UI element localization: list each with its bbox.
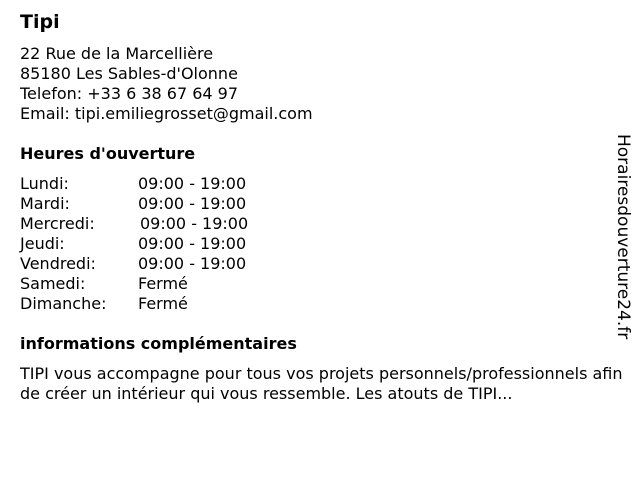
day-hours: 09:00 - 19:00 — [138, 234, 247, 253]
phone-number: Telefon: +33 6 38 67 64 97 — [20, 84, 239, 103]
day-label: Mardi: — [20, 194, 70, 213]
day-hours: 09:00 - 19:00 — [140, 214, 249, 233]
day-label: Lundi: — [20, 174, 69, 193]
day-label: Samedi: — [20, 274, 86, 293]
address-city: 85180 Les Sables-d'Olonne — [20, 64, 238, 83]
day-hours: Fermé — [138, 274, 188, 293]
email-address: Email: tipi.emiliegrosset@gmail.com — [20, 104, 313, 123]
address-street: 22 Rue de la Marcellière — [20, 44, 214, 63]
business-description: TIPI vous accompagne pour tous vos projets personnels/professionnels afin de créer un intérieur qui vous ressemble. Les atouts de TIPI... — [20, 364, 623, 403]
day-label: Jeudi: — [20, 234, 65, 253]
day-hours: 09:00 - 19:00 — [138, 174, 247, 193]
additional-info-heading: informations complémentaires — [20, 334, 297, 353]
day-hours: 09:00 - 19:00 — [138, 194, 247, 213]
day-label: Dimanche: — [20, 294, 107, 313]
day-hours: 09:00 - 19:00 — [138, 254, 247, 273]
day-hours: Fermé — [138, 294, 188, 313]
business-name: Tipi — [20, 11, 60, 33]
site-watermark: Horairesdouverture24.fr — [613, 134, 633, 340]
opening-hours-heading: Heures d'ouverture — [20, 144, 196, 163]
day-label: Vendredi: — [20, 254, 96, 273]
day-label: Mercredi: — [20, 214, 95, 233]
